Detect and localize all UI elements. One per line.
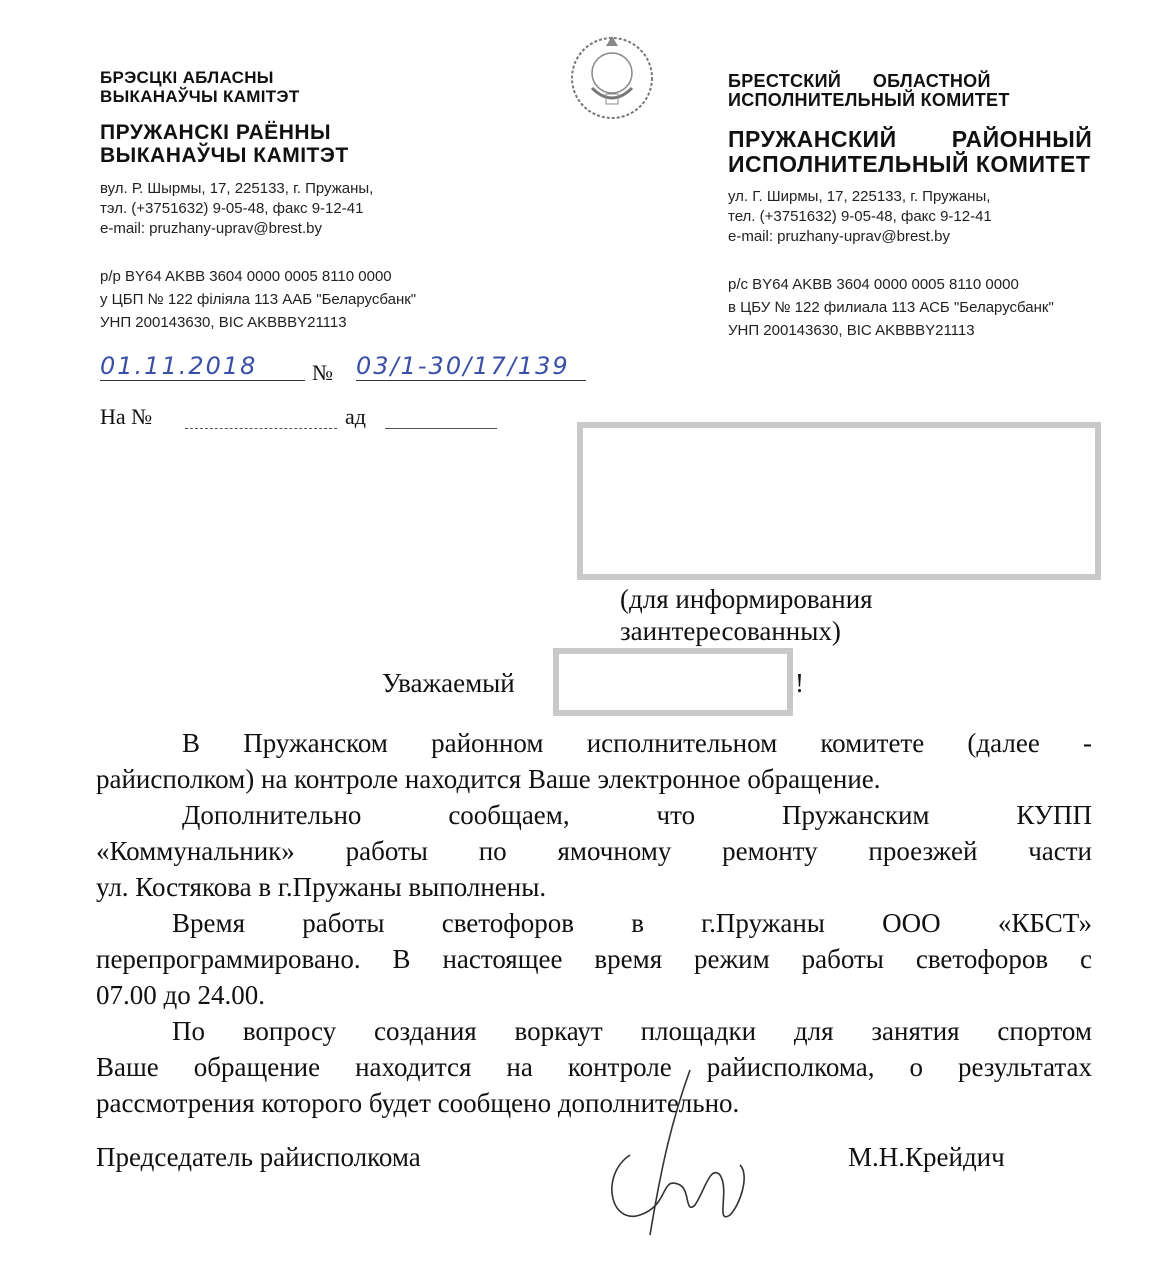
body-line: рассмотрения которого будет сообщено дополнительно. bbox=[96, 1088, 740, 1118]
handwritten-signature bbox=[600, 1065, 760, 1245]
body-line: перепрограммировано. В настоящее время режим работы светофоров с bbox=[96, 944, 1092, 974]
letter-date: 01.11.2018 bbox=[100, 352, 305, 381]
body-line: Время работы светофоров в г.Пружаны ООО «КБСТ» bbox=[172, 908, 1092, 938]
reply-date-blank bbox=[385, 428, 497, 429]
salutation-suffix: ! bbox=[795, 668, 804, 698]
region-name-ru: БРЕСТСКИЙ ОБЛАСТНОЙ ИСПОЛНИТЕЛЬНЫЙ КОМИТЕТ bbox=[728, 71, 1010, 110]
letter-number: 03/1-30/17/139 bbox=[356, 352, 586, 381]
body-line: 07.00 до 24.00. bbox=[96, 980, 265, 1010]
signatory-position: Председатель райисполкома bbox=[96, 1142, 421, 1172]
redacted-name bbox=[553, 648, 793, 716]
contacts-ru: ул. Г. Ширмы, 17, 225133, г. Пружаны, тел. (+3751632) 9-05-48, факс 9-12-41 e-mail: pruzhany-uprav@brest.by bbox=[728, 188, 992, 245]
emblem-of-belarus bbox=[562, 28, 662, 124]
addressee-note: (для информирования заинтересованных) bbox=[620, 584, 873, 646]
body-line: Ваше обращение находится на контроле райисполкома, о результатах bbox=[96, 1052, 1092, 1082]
reply-number-blank bbox=[185, 428, 337, 429]
signatory-name: М.Н.Крейдич bbox=[848, 1142, 1005, 1172]
region-name-by: БРЭСЦКІ АБЛАСНЫ ВЫКАНАЎЧЫ КАМІТЭТ bbox=[100, 68, 300, 106]
body-line: Дополнительно сообщаем, что Пружанским КУПП bbox=[182, 800, 1092, 830]
contacts-by: вул. Р. Шырмы, 17, 225133, г. Пружаны, тэл. (+3751632) 9-05-48, факс 9-12-41 e-mail: pruzhany-uprav@brest.by bbox=[100, 180, 374, 237]
reply-to-label: На № bbox=[100, 404, 153, 429]
body-line: «Коммунальник» работы по ямочному ремонту проезжей части bbox=[96, 836, 1092, 866]
from-label: ад bbox=[345, 404, 366, 429]
body-line: В Пружанском районном исполнительном комитете (далее - bbox=[182, 728, 1092, 758]
salutation-prefix: Уважаемый bbox=[382, 668, 515, 698]
bank-details-ru: р/с BY64 AKBB 3604 0000 0005 8110 0000 в ЦБУ № 122 филиала 113 АСБ "Беларусбанк" УНП 200143630, BIC AKBBBY21113 bbox=[728, 276, 1054, 339]
redacted-addressee bbox=[577, 422, 1101, 580]
body-line: По вопросу создания воркаут площадки для занятия спортом bbox=[172, 1016, 1092, 1046]
body-line: ул. Костякова в г.Пружаны выполнены. bbox=[96, 872, 547, 902]
bank-details-by: р/р BY64 AKBB 3604 0000 0005 8110 0000 у ЦБП № 122 філіяла 113 ААБ "Беларусбанк" УНП 200143630, BIC AKBBBY21113 bbox=[100, 268, 417, 331]
district-name-by: ПРУЖАНСКІ РАЁННЫ ВЫКАНАЎЧЫ КАМІТЭТ bbox=[100, 121, 349, 167]
number-label: № bbox=[312, 360, 333, 385]
body-line: райисполком) на контроле находится Ваше электронное обращение. bbox=[96, 764, 881, 794]
district-name-ru: ПРУЖАНСКИЙ РАЙОННЫЙ ИСПОЛНИТЕЛЬНЫЙ КОМИТЕТ bbox=[728, 126, 1093, 177]
